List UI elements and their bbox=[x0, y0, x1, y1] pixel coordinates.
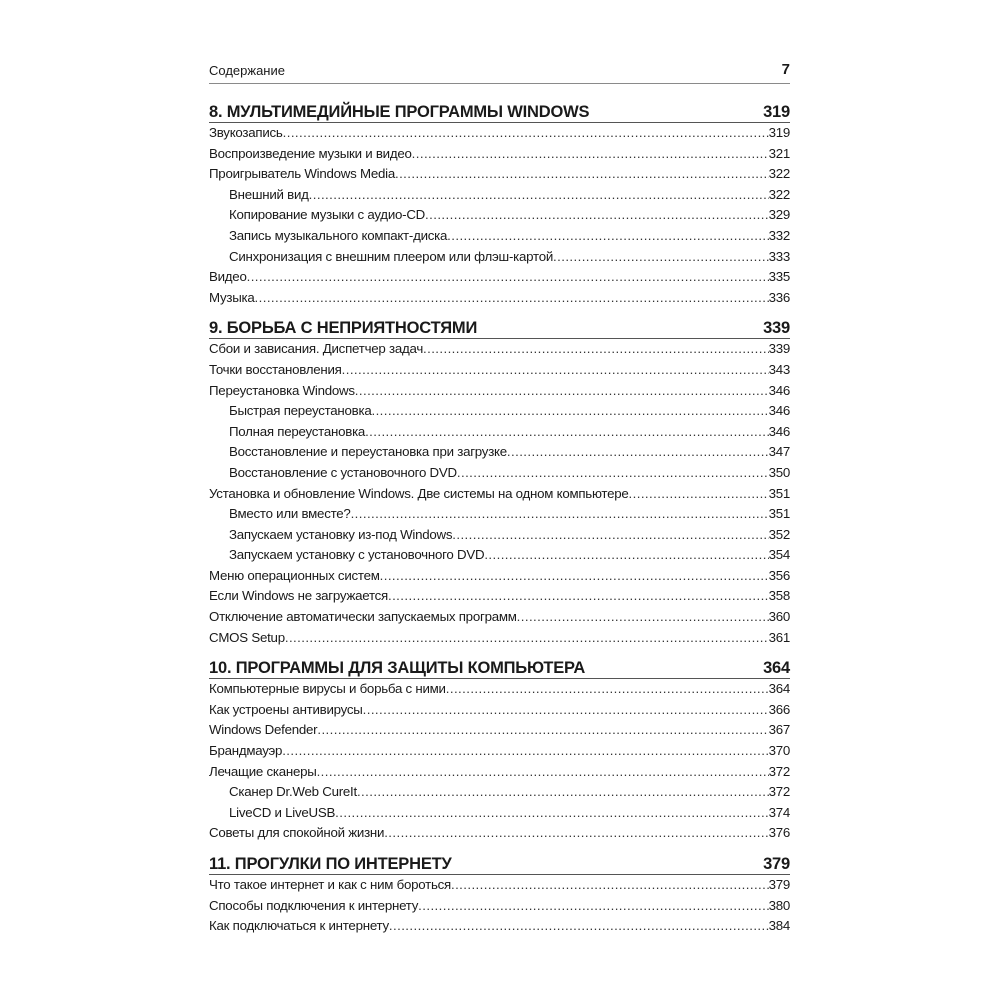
dot-leader bbox=[384, 823, 768, 844]
toc-entry[interactable] bbox=[209, 123, 790, 144]
entry-label: Восстановление и переустановка при загрузке bbox=[229, 444, 507, 460]
chapter-page: 364 bbox=[763, 659, 790, 678]
entry-page: 333 bbox=[768, 248, 790, 264]
toc-entry[interactable] bbox=[209, 339, 790, 360]
chapter-entries bbox=[209, 875, 790, 937]
toc-subentry[interactable] bbox=[209, 545, 790, 566]
toc-subentry[interactable] bbox=[209, 422, 790, 443]
entry-label: Запускаем установку из-под Windows bbox=[229, 526, 453, 542]
entry-page: 343 bbox=[768, 361, 790, 377]
entry-page: 356 bbox=[768, 567, 790, 583]
chapter-entries bbox=[209, 679, 790, 844]
dot-leader bbox=[247, 267, 769, 288]
entry-label: Проигрыватель Windows Media bbox=[209, 166, 395, 182]
toc-subentry[interactable] bbox=[209, 504, 790, 525]
entry-label: Способы подключения к интернету bbox=[209, 897, 419, 913]
table-of-contents bbox=[209, 103, 790, 937]
entry-label: Запускаем установку с установочного DVD bbox=[229, 547, 485, 563]
dot-leader bbox=[507, 442, 769, 463]
entry-label: Копирование музыки с аудио-CD bbox=[229, 207, 426, 223]
dot-leader bbox=[452, 525, 768, 546]
dot-leader bbox=[418, 896, 768, 917]
toc-subentry[interactable] bbox=[209, 782, 790, 803]
chapter-title: 9. БОРЬБА С НЕПРИЯТНОСТЯМИ bbox=[209, 319, 478, 338]
chapter-entries bbox=[209, 123, 790, 308]
toc-entry[interactable] bbox=[209, 586, 790, 607]
dot-leader bbox=[553, 247, 769, 268]
dot-leader bbox=[388, 586, 769, 607]
dot-leader bbox=[365, 422, 768, 443]
entry-label: Воспроизведение музыки и видео bbox=[209, 145, 412, 161]
entry-page: 360 bbox=[768, 609, 790, 625]
toc-entry[interactable] bbox=[209, 628, 790, 649]
toc-entry[interactable] bbox=[209, 288, 790, 309]
toc-entry[interactable] bbox=[209, 607, 790, 628]
running-header bbox=[209, 61, 790, 84]
entry-label: Windows Defender bbox=[209, 722, 318, 738]
entry-label: Как устроены антивирусы bbox=[209, 701, 363, 717]
entry-label: Меню операционных систем bbox=[209, 567, 380, 583]
toc-subentry[interactable] bbox=[209, 401, 790, 422]
entry-page: 374 bbox=[768, 804, 790, 820]
entry-page: 346 bbox=[768, 403, 790, 419]
entry-page: 339 bbox=[768, 341, 790, 357]
entry-page: 346 bbox=[768, 382, 790, 398]
entry-page: 336 bbox=[768, 289, 790, 305]
toc-entry[interactable] bbox=[209, 484, 790, 505]
entry-label: Точки восстановления bbox=[209, 361, 342, 377]
entry-label: Лечащие сканеры bbox=[209, 763, 317, 779]
chapter-title: 11. ПРОГУЛКИ ПО ИНТЕРНЕТУ bbox=[209, 855, 452, 873]
dot-leader bbox=[355, 381, 769, 402]
page-number: 7 bbox=[781, 61, 790, 78]
entry-page: 366 bbox=[768, 701, 790, 717]
entry-label: LiveCD и LiveUSB bbox=[229, 804, 336, 820]
entry-label: Установка и обновление Windows. Две системы на одном компьютере bbox=[209, 485, 629, 501]
toc-entry[interactable] bbox=[209, 720, 790, 741]
entry-page: 346 bbox=[768, 423, 790, 439]
toc-subentry[interactable] bbox=[209, 205, 790, 226]
dot-leader bbox=[412, 144, 769, 165]
entry-label: Как подключаться к интернету bbox=[209, 918, 389, 934]
entry-page: 379 bbox=[768, 877, 790, 892]
toc-subentry[interactable] bbox=[209, 525, 790, 546]
toc-entry[interactable] bbox=[209, 823, 790, 844]
dot-leader bbox=[309, 185, 769, 206]
toc-entry[interactable] bbox=[209, 360, 790, 381]
entry-label: Запись музыкального компакт-диска bbox=[229, 227, 448, 243]
entry-label: Брандмауэр bbox=[209, 743, 283, 759]
entry-label: Видео bbox=[209, 269, 247, 285]
entry-page: 384 bbox=[768, 918, 790, 934]
entry-page: 351 bbox=[768, 506, 790, 522]
chapter-heading[interactable] bbox=[209, 855, 790, 875]
entry-label: Советы для спокойной жизни bbox=[209, 825, 385, 841]
toc-entry[interactable] bbox=[209, 762, 790, 783]
entry-page: 351 bbox=[768, 485, 790, 501]
dot-leader bbox=[446, 679, 769, 700]
dot-leader bbox=[389, 916, 769, 937]
dot-leader bbox=[283, 123, 769, 144]
entry-page: 352 bbox=[768, 526, 790, 542]
toc-subentry[interactable] bbox=[209, 226, 790, 247]
entry-page: 350 bbox=[768, 464, 790, 480]
chapter-heading[interactable] bbox=[209, 659, 790, 679]
toc-entry[interactable] bbox=[209, 566, 790, 587]
dot-leader bbox=[447, 226, 768, 247]
entry-label: Сбои и зависания. Диспетчер задач bbox=[209, 341, 424, 357]
entry-page: 367 bbox=[768, 722, 790, 738]
entry-page: 358 bbox=[768, 588, 790, 604]
entry-page: 322 bbox=[768, 166, 790, 182]
dot-leader bbox=[282, 741, 768, 762]
dot-leader bbox=[423, 339, 769, 360]
dot-leader bbox=[335, 803, 768, 824]
entry-label: Восстановление с установочного DVD bbox=[229, 464, 457, 480]
chapter-page: 339 bbox=[763, 319, 790, 338]
dot-leader bbox=[317, 720, 768, 741]
dot-leader bbox=[425, 205, 769, 226]
dot-leader bbox=[363, 700, 769, 721]
dot-leader bbox=[380, 566, 769, 587]
entry-label: Если Windows не загружается bbox=[209, 588, 388, 604]
entry-page: 319 bbox=[768, 125, 790, 140]
entry-page: 332 bbox=[768, 227, 790, 243]
chapter-entries bbox=[209, 339, 790, 648]
dot-leader bbox=[457, 463, 769, 484]
entry-page: 380 bbox=[768, 897, 790, 913]
dot-leader bbox=[255, 288, 769, 309]
entry-label: Быстрая переустановка bbox=[229, 403, 372, 419]
toc-entry[interactable] bbox=[209, 700, 790, 721]
entry-page: 372 bbox=[768, 763, 790, 779]
dot-leader bbox=[371, 401, 768, 422]
entry-page: 321 bbox=[768, 145, 790, 161]
entry-label: CMOS Setup bbox=[209, 629, 285, 645]
dot-leader bbox=[317, 762, 769, 783]
entry-page: 370 bbox=[768, 743, 790, 759]
chapter-page: 319 bbox=[763, 103, 790, 121]
dot-leader bbox=[484, 545, 768, 566]
entry-page: 335 bbox=[768, 269, 790, 285]
chapter-heading[interactable] bbox=[209, 319, 790, 339]
toc-entry[interactable] bbox=[209, 741, 790, 762]
toc-subentry[interactable] bbox=[209, 442, 790, 463]
chapter-title: 8. МУЛЬТИМЕДИЙНЫЕ ПРОГРАММЫ WINDOWS bbox=[209, 103, 590, 121]
chapter-page: 379 bbox=[763, 855, 790, 873]
entry-page: 347 bbox=[768, 444, 790, 460]
entry-label: Компьютерные вирусы и борьба с ними bbox=[209, 681, 446, 697]
entry-page: 354 bbox=[768, 547, 790, 563]
toc-entry[interactable] bbox=[209, 144, 790, 165]
entry-page: 376 bbox=[768, 825, 790, 841]
entry-page: 361 bbox=[768, 629, 790, 645]
entry-label: Сканер Dr.Web CureIt bbox=[229, 784, 357, 800]
toc-subentry[interactable] bbox=[209, 463, 790, 484]
entry-label: Вместо или вместе? bbox=[229, 506, 351, 522]
toc-entry[interactable] bbox=[209, 164, 790, 185]
running-header-title: Содержание bbox=[209, 63, 285, 78]
dot-leader bbox=[451, 875, 769, 896]
entry-label: Отключение автоматически запускаемых программ bbox=[209, 609, 517, 625]
toc-subentry[interactable] bbox=[209, 185, 790, 206]
entry-label: Звукозапись bbox=[209, 125, 283, 140]
entry-page: 322 bbox=[768, 186, 790, 202]
entry-label: Переустановка Windows bbox=[209, 382, 355, 398]
entry-label: Полная переустановка bbox=[229, 423, 366, 439]
toc-entry[interactable] bbox=[209, 679, 790, 700]
entry-page: 329 bbox=[768, 207, 790, 223]
toc-subentry[interactable] bbox=[209, 803, 790, 824]
dot-leader bbox=[285, 628, 769, 649]
dot-leader bbox=[351, 504, 769, 525]
toc-entry[interactable] bbox=[209, 916, 790, 937]
dot-leader bbox=[629, 484, 769, 505]
entry-page: 364 bbox=[768, 681, 790, 697]
dot-leader bbox=[395, 164, 769, 185]
entry-label: Внешний вид bbox=[229, 186, 309, 202]
toc-entry[interactable] bbox=[209, 381, 790, 402]
entry-label: Что такое интернет и как с ним бороться bbox=[209, 877, 451, 892]
entry-page: 372 bbox=[768, 784, 790, 800]
dot-leader bbox=[517, 607, 769, 628]
dot-leader bbox=[342, 360, 769, 381]
chapter-heading[interactable] bbox=[209, 103, 790, 123]
chapter-title: 10. ПРОГРАММЫ ДЛЯ ЗАЩИТЫ КОМПЬЮТЕРА bbox=[209, 659, 586, 678]
entry-label: Музыка bbox=[209, 289, 255, 305]
toc-entry[interactable] bbox=[209, 267, 790, 288]
dot-leader bbox=[357, 782, 769, 803]
toc-entry[interactable] bbox=[209, 875, 790, 896]
toc-subentry[interactable] bbox=[209, 247, 790, 268]
entry-label: Синхронизация с внешним плеером или флэш-картой bbox=[229, 248, 554, 264]
toc-entry[interactable] bbox=[209, 896, 790, 917]
